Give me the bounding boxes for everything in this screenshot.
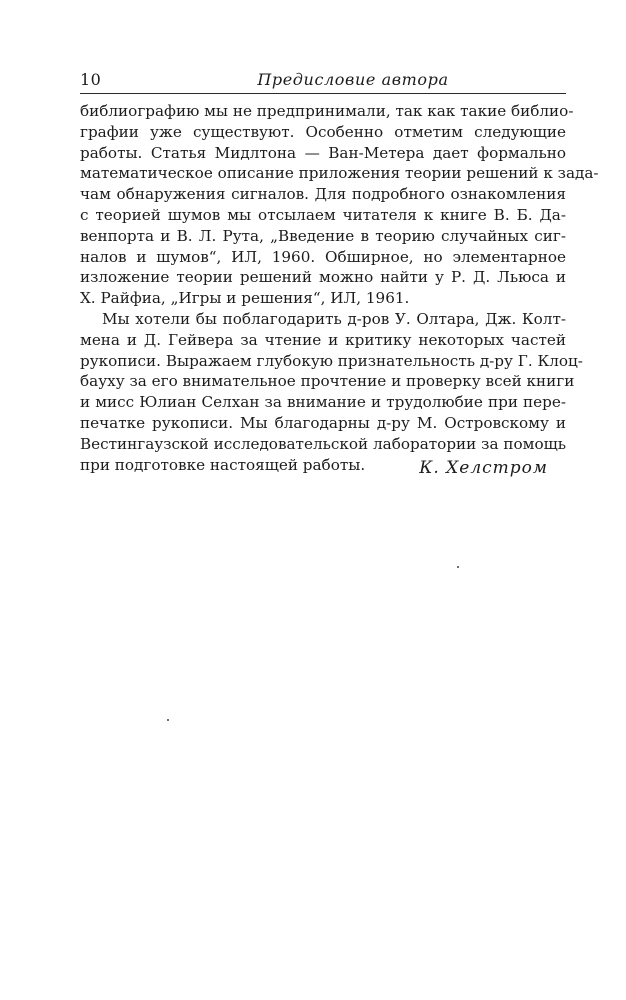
text-line: при подготовке настоящей работы. [80, 455, 366, 474]
text-line: венпорта и В. Л. Рута, „Введение в теорию случайных сиг- [80, 226, 566, 245]
text-line: Х. Райфиа, „Игры и решения“, ИЛ, 1961. [80, 289, 410, 308]
running-title: Предисловие автора [257, 70, 449, 89]
page-number: 10 [80, 70, 102, 89]
text-line: с теорией шумов мы отсылаем читателя к книге В. Б. Да- [80, 205, 566, 224]
text-line: бауху за его внимательное прочтение и проверку всей книги [80, 372, 575, 391]
text-line: изложение теории решений можно найти у Р. Д. Льюса и [80, 268, 566, 287]
text-line: математическое описание приложения теории решений к зада- [80, 164, 599, 183]
text-line: и мисс Юлиан Селхан за внимание и трудолюбие при пере- [80, 393, 566, 412]
text-line: работы. Статья Мидлтона — Ван-Метера дает формально [80, 143, 566, 162]
text-line: библиографию мы не предпринимали, так как такие библио- [80, 102, 574, 120]
text-line: мена и Д. Гейвера за чтение и критику некоторых частей [80, 330, 566, 349]
text-line: графии уже существуют. Особенно отметим следующие [80, 122, 566, 141]
page-header [80, 68, 566, 94]
body-text [80, 101, 599, 475]
print-speck [457, 566, 459, 568]
author-signature: К. Хелстром [419, 458, 548, 478]
print-speck [167, 719, 169, 721]
paragraph-acknowledgements [80, 309, 583, 475]
text-line: печатке рукописи. Мы благодарны д-ру М. Островскому и [80, 413, 566, 432]
text-line: Вестингаузской исследовательской лаборатории за помощь [80, 434, 566, 453]
header-rule [80, 93, 566, 94]
text-line: налов и шумов“, ИЛ, 1960. Обширное, но элементарное [80, 247, 566, 266]
text-line: чам обнаружения сигналов. Для подробного ознакомления [80, 185, 566, 204]
paragraph-bibliography [80, 101, 599, 309]
text-line: рукописи. Выражаем глубокую признательность д-ру Г. Клоц- [80, 351, 583, 370]
text-line: Мы хотели бы поблагодарить д-ров У. Олтара, Дж. Колт- [102, 309, 566, 328]
